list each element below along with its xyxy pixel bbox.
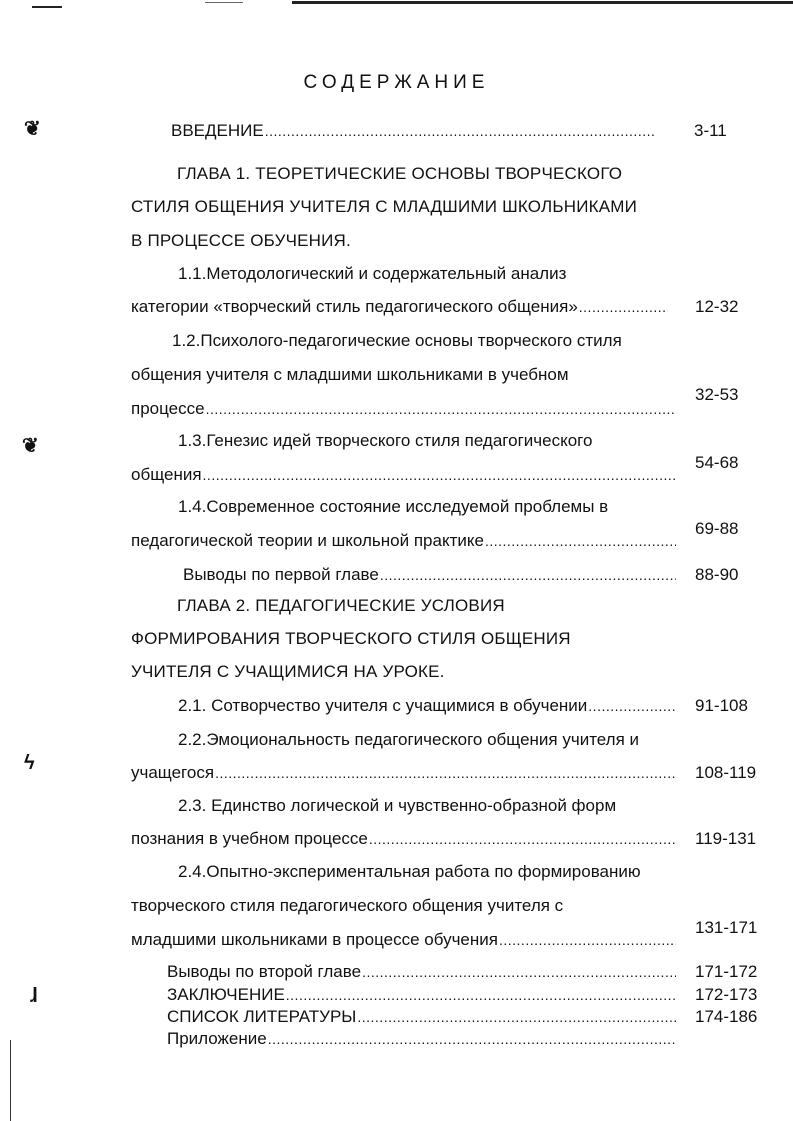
margin-mark: ɺ — [30, 985, 38, 1007]
dot-leader — [485, 531, 676, 551]
toc-page-number: 54-68 — [695, 453, 739, 472]
toc-entry-label: СПИСОК ЛИТЕРАТУРЫ — [167, 1007, 357, 1026]
toc-page-number: 69-88 — [695, 519, 739, 538]
dot-leader — [203, 465, 676, 485]
dot-leader — [362, 962, 676, 982]
margin-mark: ❦ — [24, 118, 41, 140]
toc-page-number: 174-186 — [695, 1007, 758, 1026]
dot-leader — [206, 399, 676, 419]
toc-entry-section[interactable] — [131, 829, 676, 849]
chapter-heading-line[interactable]: ФОРМИРОВАНИЯ ТВОРЧЕСКОГО СТИЛЯ ОБЩЕНИЯ — [131, 629, 571, 648]
scan-artifact-line — [292, 1, 793, 4]
dot-leader — [380, 565, 676, 585]
toc-entry-label: 2.1. Сотворчество учителя с учащимися в обучении — [178, 696, 588, 715]
toc-entry-section[interactable] — [131, 297, 668, 317]
toc-entry-section[interactable] — [131, 399, 676, 419]
chapter-heading-line[interactable]: СТИЛЯ ОБЩЕНИЯ УЧИТЕЛЯ С МЛАДШИМИ ШКОЛЬНИКАМИ — [131, 197, 638, 216]
dot-leader — [579, 297, 668, 317]
dot-leader — [369, 829, 676, 849]
toc-entry-label: Приложение — [167, 1029, 267, 1048]
scan-artifact-line — [32, 6, 62, 8]
toc-entry-bibliography[interactable] — [167, 1007, 676, 1027]
margin-mark: ❦ — [22, 435, 39, 457]
toc-entry-section[interactable] — [131, 763, 676, 783]
toc-entry-label: учащегося — [131, 763, 215, 782]
toc-entry-section[interactable] — [131, 531, 676, 551]
chapter-heading-line[interactable]: В ПРОЦЕССЕ ОБУЧЕНИЯ. — [131, 231, 351, 250]
page-title: СОДЕРЖАНИЕ — [303, 72, 490, 93]
toc-entry-label: ВВЕДЕНИЕ — [171, 121, 264, 140]
toc-page-number: 171-172 — [695, 962, 758, 981]
toc-page-number: 88-90 — [695, 565, 739, 584]
toc-entry-label: Выводы по второй главе — [167, 962, 362, 981]
toc-page-number: 119-131 — [695, 829, 757, 848]
toc-entry-section[interactable] — [178, 696, 676, 716]
toc-entry-label: ЗАКЛЮЧЕНИЕ — [167, 985, 285, 1004]
toc-entry-intro[interactable] — [171, 121, 654, 141]
toc-entry-section[interactable] — [131, 930, 676, 950]
scan-artifact-edge — [10, 1040, 11, 1121]
toc-page-number: 172-173 — [695, 985, 758, 1004]
section-line[interactable]: 1.3.Генезис идей творческого стиля педагогического — [178, 431, 593, 450]
toc-page-number: 32-53 — [695, 385, 739, 404]
toc-entry-label: процессе — [131, 399, 205, 418]
toc-page-number: 91-108 — [695, 696, 748, 715]
chapter-heading-line[interactable]: УЧИТЕЛЯ С УЧАЩИМИСЯ НА УРОКЕ. — [131, 662, 445, 681]
chapter-heading-line[interactable]: ГЛАВА 2. ПЕДАГОГИЧЕСКИЕ УСЛОВИЯ — [177, 596, 505, 615]
toc-entry-label: общения — [131, 465, 202, 484]
toc-page-number: 108-119 — [695, 763, 757, 782]
toc-page-number: 12-32 — [695, 297, 739, 316]
toc-page-number: 3-11 — [694, 121, 727, 140]
section-line[interactable]: 1.4.Современное состояние исследуемой проблемы в — [178, 497, 609, 516]
toc-entry-label: педагогической теории и школьной практике — [131, 531, 484, 550]
chapter-heading-line[interactable]: ГЛАВА 1. ТЕОРЕТИЧЕСКИЕ ОСНОВЫ ТВОРЧЕСКОГО — [177, 164, 623, 183]
section-line[interactable]: 1.1.Методологический и содержательный анализ — [178, 264, 567, 283]
toc-entry-conclusion[interactable] — [183, 565, 676, 585]
dot-leader — [588, 696, 676, 716]
dot-leader — [357, 1007, 676, 1027]
dot-leader — [215, 763, 676, 783]
margin-mark: ϟ — [24, 752, 35, 774]
section-line[interactable]: творческого стиля педагогического общения учителя с — [131, 896, 564, 915]
section-line[interactable]: 2.3. Единство логической и чувственно-образной форм — [178, 796, 617, 815]
toc-entry-label: младшими школьниками в процессе обучения — [131, 930, 498, 949]
section-line[interactable]: 1.2.Психолого-педагогические основы творческого стиля — [172, 331, 622, 350]
toc-page-number: 131-171 — [695, 918, 758, 937]
dot-leader — [499, 930, 676, 950]
toc-entry-label: Выводы по первой главе — [183, 565, 379, 584]
toc-entry-appendix[interactable] — [167, 1029, 676, 1049]
toc-entry-conclusion[interactable] — [167, 962, 676, 982]
toc-entry-label: познания в учебном процессе — [131, 829, 368, 848]
toc-entry-section[interactable] — [131, 465, 676, 485]
section-line[interactable]: общения учителя с младшими школьниками в учебном — [131, 365, 569, 384]
scan-artifact-line — [205, 2, 243, 3]
dot-leader — [268, 1029, 676, 1049]
dot-leader — [286, 985, 676, 1005]
toc-entry-label: категории «творческий стиль педагогического общения» — [131, 297, 578, 316]
dot-leader — [265, 121, 654, 141]
section-line[interactable]: 2.2.Эмоциональность педагогического общения учителя и — [178, 730, 640, 749]
toc-entry-conclusion-final[interactable] — [167, 985, 676, 1005]
section-line[interactable]: 2.4.Опытно-экспериментальная работа по формированию — [178, 862, 641, 881]
